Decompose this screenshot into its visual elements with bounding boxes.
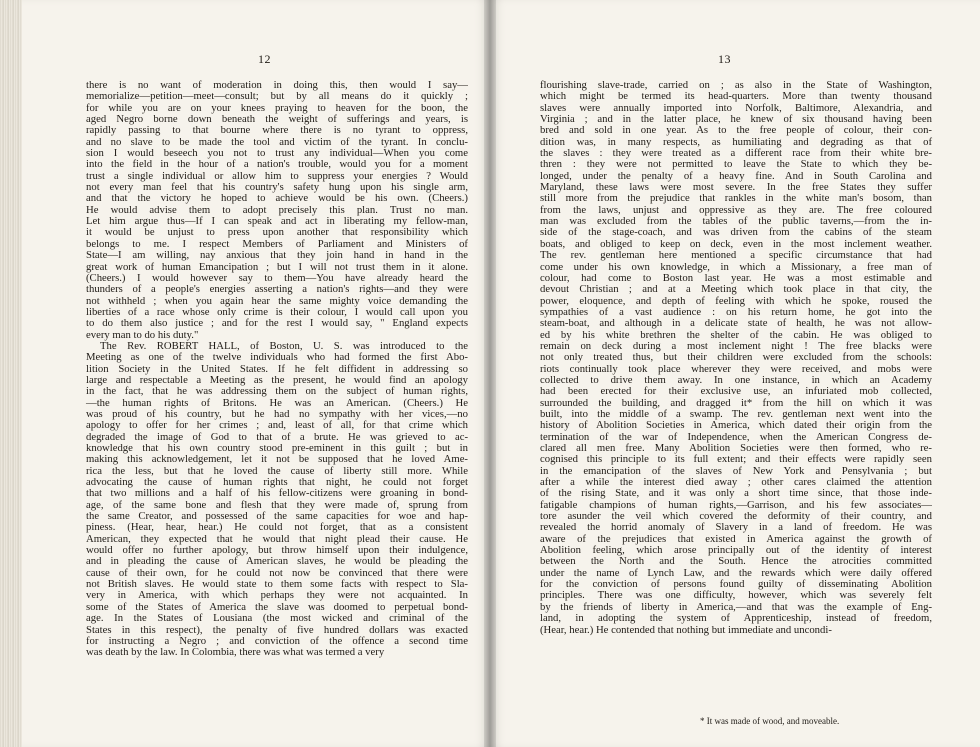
text-line: American, they expected that he would that night plead their cause. He [86,532,468,545]
text-line: bred and sold in one year. As to the free people of colour, their con- [540,124,932,137]
text-line: between the North and the South. Hence the atrocities committed [540,555,932,568]
text-line: flourishing slave-trade, carried on ; as also in the State of Washington, [540,79,932,91]
text-line: colour, had come to Boston last year. He was a most estimable and [540,271,932,284]
text-line: would offer no further apology, but throw himself upon their indulgence, [86,544,468,557]
text-line: it would be unjust to press upon another that responsibility which [86,226,468,239]
text-line: longed, under the penalty of a heavy fine. And in South Carolina and [540,169,932,182]
text-line: not British slaves. He would state to them some facts with respect to Sla- [86,578,468,591]
text-line: in the fact, that he was addressing them on the subject of human rights, [86,385,468,398]
text-line: liberties of a race whose only crime is their colour, I would call upon you [86,305,468,318]
text-line: riots continually took place wherever they were received, and mobs were [540,362,932,375]
text-line: fatigable champions of human rights,—Garrison, and his few associates— [540,498,932,511]
text-line: Let him argue thus—If I can speak and act in liberating my fellow-man, [86,215,468,228]
text-line: and that the victory he hoped to achieve would be his own. (Cheers.) [86,192,468,205]
text-line: was death by the law. In Colombia, there was what was termed a very [86,646,385,659]
body-text [540,80,932,636]
text-line: revealed the horrid anomaly of Slavery in a land of freedom. He was [540,521,932,534]
text-line: principles. There was one difficulty, however, which was severely felt [540,589,932,602]
text-line: dition was, in many respects, as humiliating and degrading as that of [540,135,932,148]
text-line: boats, and obliged to keep on deck, even in the most inclement weather. [540,237,932,250]
text-line: there is no want of moderation in doing this, then would I say— [86,79,468,91]
text-line: still more from the prejudice that rankles in the white man's bosom, than [540,192,932,205]
text-line: —the human rights of Britons. He was an American. (Cheers.) He [86,396,468,409]
text-line: of the rising State, and it was only a short time since, that those inde- [540,487,932,500]
text-line: degraded the image of God to that of a brute. He was grieved to ac- [86,430,468,443]
text-line: knowledge that his own country stood pre-eminent in this guilt ; but in [86,442,468,454]
text-line: which might be termed its head-quarters. More than twenty thousand [540,90,932,103]
text-line: State—I am willing, nay anxious that they join hand in hand in the [86,249,468,262]
text-line: very in America, with which perhaps they were not acquainted. In [86,589,468,602]
text-line: memorialize—petition—meet—consult; but by all means do it quickly ; [86,90,468,103]
text-line: for instructing a Negro ; and conviction of the offence a second time [86,634,468,647]
text-line: remain on deck during a most inclement night ! The free blacks were [540,339,932,352]
text-line: under the name of Lynch Law, and the rewards which were daily offered [540,566,932,579]
text-line: steam-boat, and although in a delicate state of health, he was not allow- [540,317,932,330]
text-line: and in pleading the cause of American slaves, he would be pleading the [86,555,468,568]
footnote: * It was made of wood, and moveable. [700,716,840,726]
text-line: clared all men free. Many Abolition Societies were then formed, who re- [540,442,932,454]
text-line: collected to drive them away. In one instance, in which an Academy [540,373,932,386]
text-line: sion I would beseech you not to trust any individual—When you come [86,147,468,160]
text-line: into the field in the hour of a nation's trouble, would you for a moment [86,158,468,171]
text-line: The rev. gentleman here mentioned a specific circumstance that had [540,249,932,262]
text-line: in the emancipation of the slaves of New York and Pensylvania ; but [540,464,932,477]
text-line: from the laws, unjust and oppressive as they are. The free coloured [540,203,932,216]
text-line: to do them also justice ; and for the rest I would say, " England expects [86,317,468,330]
text-line: not every man feel that his country's safety hung upon his single arm, [86,181,468,194]
text-line: great work of human Emancipation ; but I will not trust them in it alone. [86,260,468,273]
text-line: Virginia ; and in the latter place, he knew of six thousand having been [540,113,932,126]
text-line: had been erected for their exclusive use, an infuriated mob collected, [540,385,932,398]
text-line: built, into the middle of a swamp. The rev. gentleman next went into the [540,407,932,420]
text-line: States in this respect), the penalty of five hundred dollars was exacted [86,623,468,636]
text-line: tore asunder the veil which covered the deformity of their country, and [540,510,932,523]
text-line: was proud of his country, but he had no sympathy with her vices,—no [86,407,468,420]
text-line: slaves were annually imported into Norfolk, Baltimore, Alexandria, and [540,101,932,114]
text-line: the same Creator, and possessed of the same capacities for woe and hap- [86,510,468,523]
text-line: rica the less, but that he loved the cause of liberty still more. While [86,464,468,477]
text-line: rapidly passing to that bourne where there is no tyrant to oppress, [86,124,468,137]
text-line: trust a single individual or allow him to suppress your energies ? Would [86,169,468,182]
text-line: sympathies of a vast audience : on his return home, he got into the [540,305,932,318]
text-line: and no slave to be made the tool and victim of the tyrant. In conclu- [86,135,468,148]
text-line: after a while the interest died away ; other cares claimed the attention [540,476,932,489]
text-line: aged Negro borne down beneath the weight of sufferings and years, is [86,113,468,126]
text-line: (Hear, hear.) He contended that nothing but immediate and uncondi- [540,623,832,636]
text-line: land, in adopting the system of Apprenticeship, instead of freedom, [540,612,932,625]
book-gutter [484,0,496,747]
text-line: ed by his white brethren the shelter of the cabin. He was obliged to [540,328,932,341]
body-text [86,80,468,659]
page-number: 12 [258,52,271,66]
right-page [490,0,980,747]
text-line: not withheld ; when you again hear the same mighty voice demanding the [86,294,468,307]
text-line: man was excluded from the tables of the public taverns,—from the in- [540,215,932,228]
text-line: history of Abolition Societies in America, which dated their origin from the [540,419,932,432]
text-line: apology to offer for her crimes ; and, least of all, for that crime which [86,419,468,432]
text-line: every man to do his duty." [86,328,199,341]
text-line: (Cheers.) I would however say to them—You have already heard the [86,271,468,284]
text-line: come under his own knowledge, in which a Missionary, a free man of [540,260,932,273]
text-line: surrounded the building, and dragged it* from the hill on which it was [540,396,932,409]
text-line: by the friends of liberty in America,—and that was the example of Eng- [540,600,932,613]
text-line: Abolition feeling, which arose principally out of the identity of interest [540,544,932,557]
text-line: the slaves : they were treated as a different race from their white bre- [540,147,932,160]
text-line: devout Christian ; and at a Meeting which took place in that city, the [540,283,932,296]
text-line: age. In the States of Lousiana (the most wicked and criminal of the [86,612,468,625]
text-line: for while you are on your knees praying to heaven for the boon, the [86,101,468,114]
text-line: termination of the war of Independence, when the American Congress de- [540,430,932,443]
text-line: side of the stage-coach, and was driven from the cabins of the steam [540,226,932,239]
text-line: belongs to me. I respect Members of Parliament and Ministers of [86,237,468,250]
text-line: The Rev. ROBERT HALL, of Boston, U. S. was introduced to the [100,339,468,352]
text-line: large and respectable a Meeting as the present, he would find an apology [86,373,468,386]
text-line: thunders of a people's energies asserting a nation's rights—and they were [86,283,468,296]
page-edges [0,0,22,747]
text-line: that two millions and a half of his fellow-citizens were groaning in bond- [86,487,468,500]
text-line: for the conviction of persons found guilty of disseminating Abolition [540,578,932,591]
text-line: cause of their own, for he could not now be convinced that there were [86,566,468,579]
text-line: not only treated thus, but their children were excluded from the schools: [540,351,932,364]
text-line: age, of the same bone and flesh that they were made of, sprung from [86,498,468,511]
text-line: advocating the cause of human rights that night, he could not forget [86,476,468,489]
text-line: power, eloquence, and depth of feeling with which he spoke, roused the [540,294,932,307]
text-line: Meeting as one of the twelve individuals who had formed the first Abo- [86,351,468,364]
text-line: cognised this principle to its full extent; and their effects were rapidly seen [540,453,932,466]
text-line: aware of the prejudices that existed in America against the growth of [540,532,932,545]
page-number: 13 [718,52,731,66]
text-line: making this acknowledgement, let it not be supposed that he loved Ame- [86,453,468,466]
text-line: piness. (Hear, hear, hear.) He could not forget, that as a consistent [86,521,468,534]
text-line: lition Society in the United States. If he felt diffident in addressing so [86,362,468,375]
text-line: Maryland, these laws were most severe. In the free States they suffer [540,181,932,194]
text-line: He would advise them to adopt precisely this plan. Trust no man. [86,203,468,216]
text-line: some of the States of America the slave was doomed to perpetual bond- [86,600,468,613]
text-line: thren : they were not permitted to leave the State to which they be- [540,158,932,171]
